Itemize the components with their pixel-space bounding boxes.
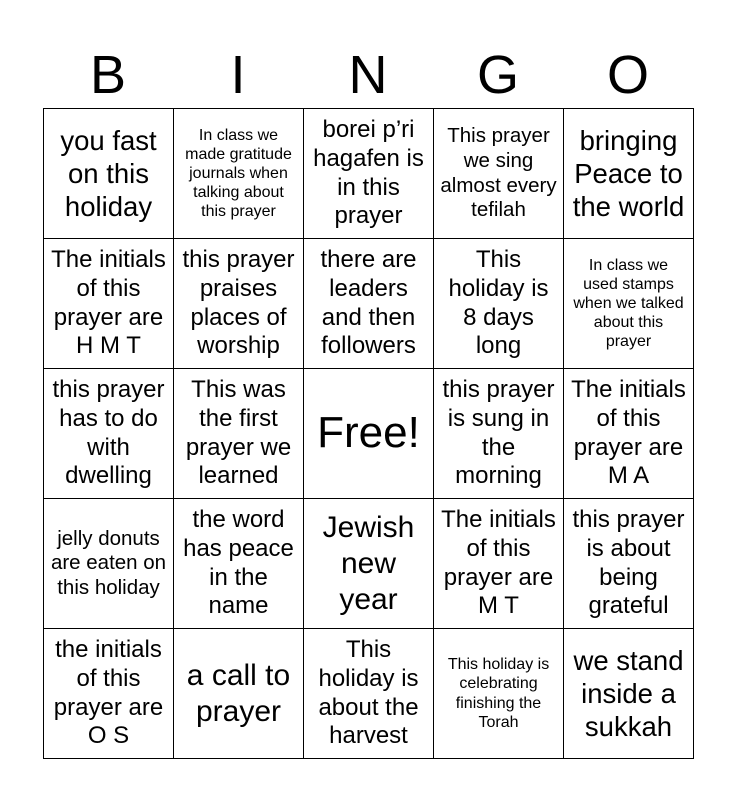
- header-letter-i: I: [230, 45, 246, 105]
- board-row: [44, 239, 694, 369]
- bingo-cell[interactable]: The initials of this prayer are M T: [434, 499, 564, 629]
- bingo-cell[interactable]: jelly donuts are eaten on this holiday: [44, 499, 174, 629]
- bingo-cell[interactable]: This prayer we sing almost every tefilah: [434, 109, 564, 239]
- board-row: [44, 499, 694, 629]
- bingo-cell[interactable]: there are leaders and then followers: [304, 239, 434, 369]
- bingo-cell[interactable]: Jewish new year: [304, 499, 434, 629]
- bingo-cell[interactable]: we stand inside a sukkah: [564, 629, 694, 759]
- bingo-cell[interactable]: This holiday is about the harvest: [304, 629, 434, 759]
- bingo-cell[interactable]: In class we used stamps when we talked about this prayer: [564, 239, 694, 369]
- header-letter-n: N: [348, 45, 388, 105]
- header-letter-g: G: [476, 45, 519, 105]
- header-letter-o: O: [606, 45, 649, 105]
- free-space-cell[interactable]: Free!: [304, 369, 434, 499]
- bingo-cell[interactable]: this prayer has to do with dwelling: [44, 369, 174, 499]
- bingo-cell[interactable]: This holiday is 8 days long: [434, 239, 564, 369]
- bingo-cell[interactable]: a call to prayer: [174, 629, 304, 759]
- bingo-cell[interactable]: The initials of this prayer are M A: [564, 369, 694, 499]
- bingo-cell[interactable]: this prayer is about being grateful: [564, 499, 694, 629]
- header-letter-b: B: [89, 45, 127, 105]
- bingo-cell[interactable]: you fast on this holiday: [44, 109, 174, 239]
- board-row: [44, 109, 694, 239]
- bingo-cell[interactable]: This holiday is celebrating finishing the Torah: [434, 629, 564, 759]
- bingo-cell[interactable]: the initials of this prayer are O S: [44, 629, 174, 759]
- bingo-cell[interactable]: bringing Peace to the world: [564, 109, 694, 239]
- bingo-cell[interactable]: The initials of this prayer are H M T: [44, 239, 174, 369]
- bingo-cell[interactable]: this prayer praises places of worship: [174, 239, 304, 369]
- bingo-board: [43, 108, 694, 759]
- bingo-cell[interactable]: this prayer is sung in the morning: [434, 369, 564, 499]
- bingo-cell[interactable]: This was the first prayer we learned: [174, 369, 304, 499]
- bingo-cell[interactable]: In class we made gratitude journals when talking about this prayer: [174, 109, 304, 239]
- bingo-header: [43, 44, 693, 106]
- bingo-cell[interactable]: the word has peace in the name: [174, 499, 304, 629]
- board-row: [44, 369, 694, 499]
- bingo-cell[interactable]: borei p’ri hagafen is in this prayer: [304, 109, 434, 239]
- board-row: [44, 629, 694, 759]
